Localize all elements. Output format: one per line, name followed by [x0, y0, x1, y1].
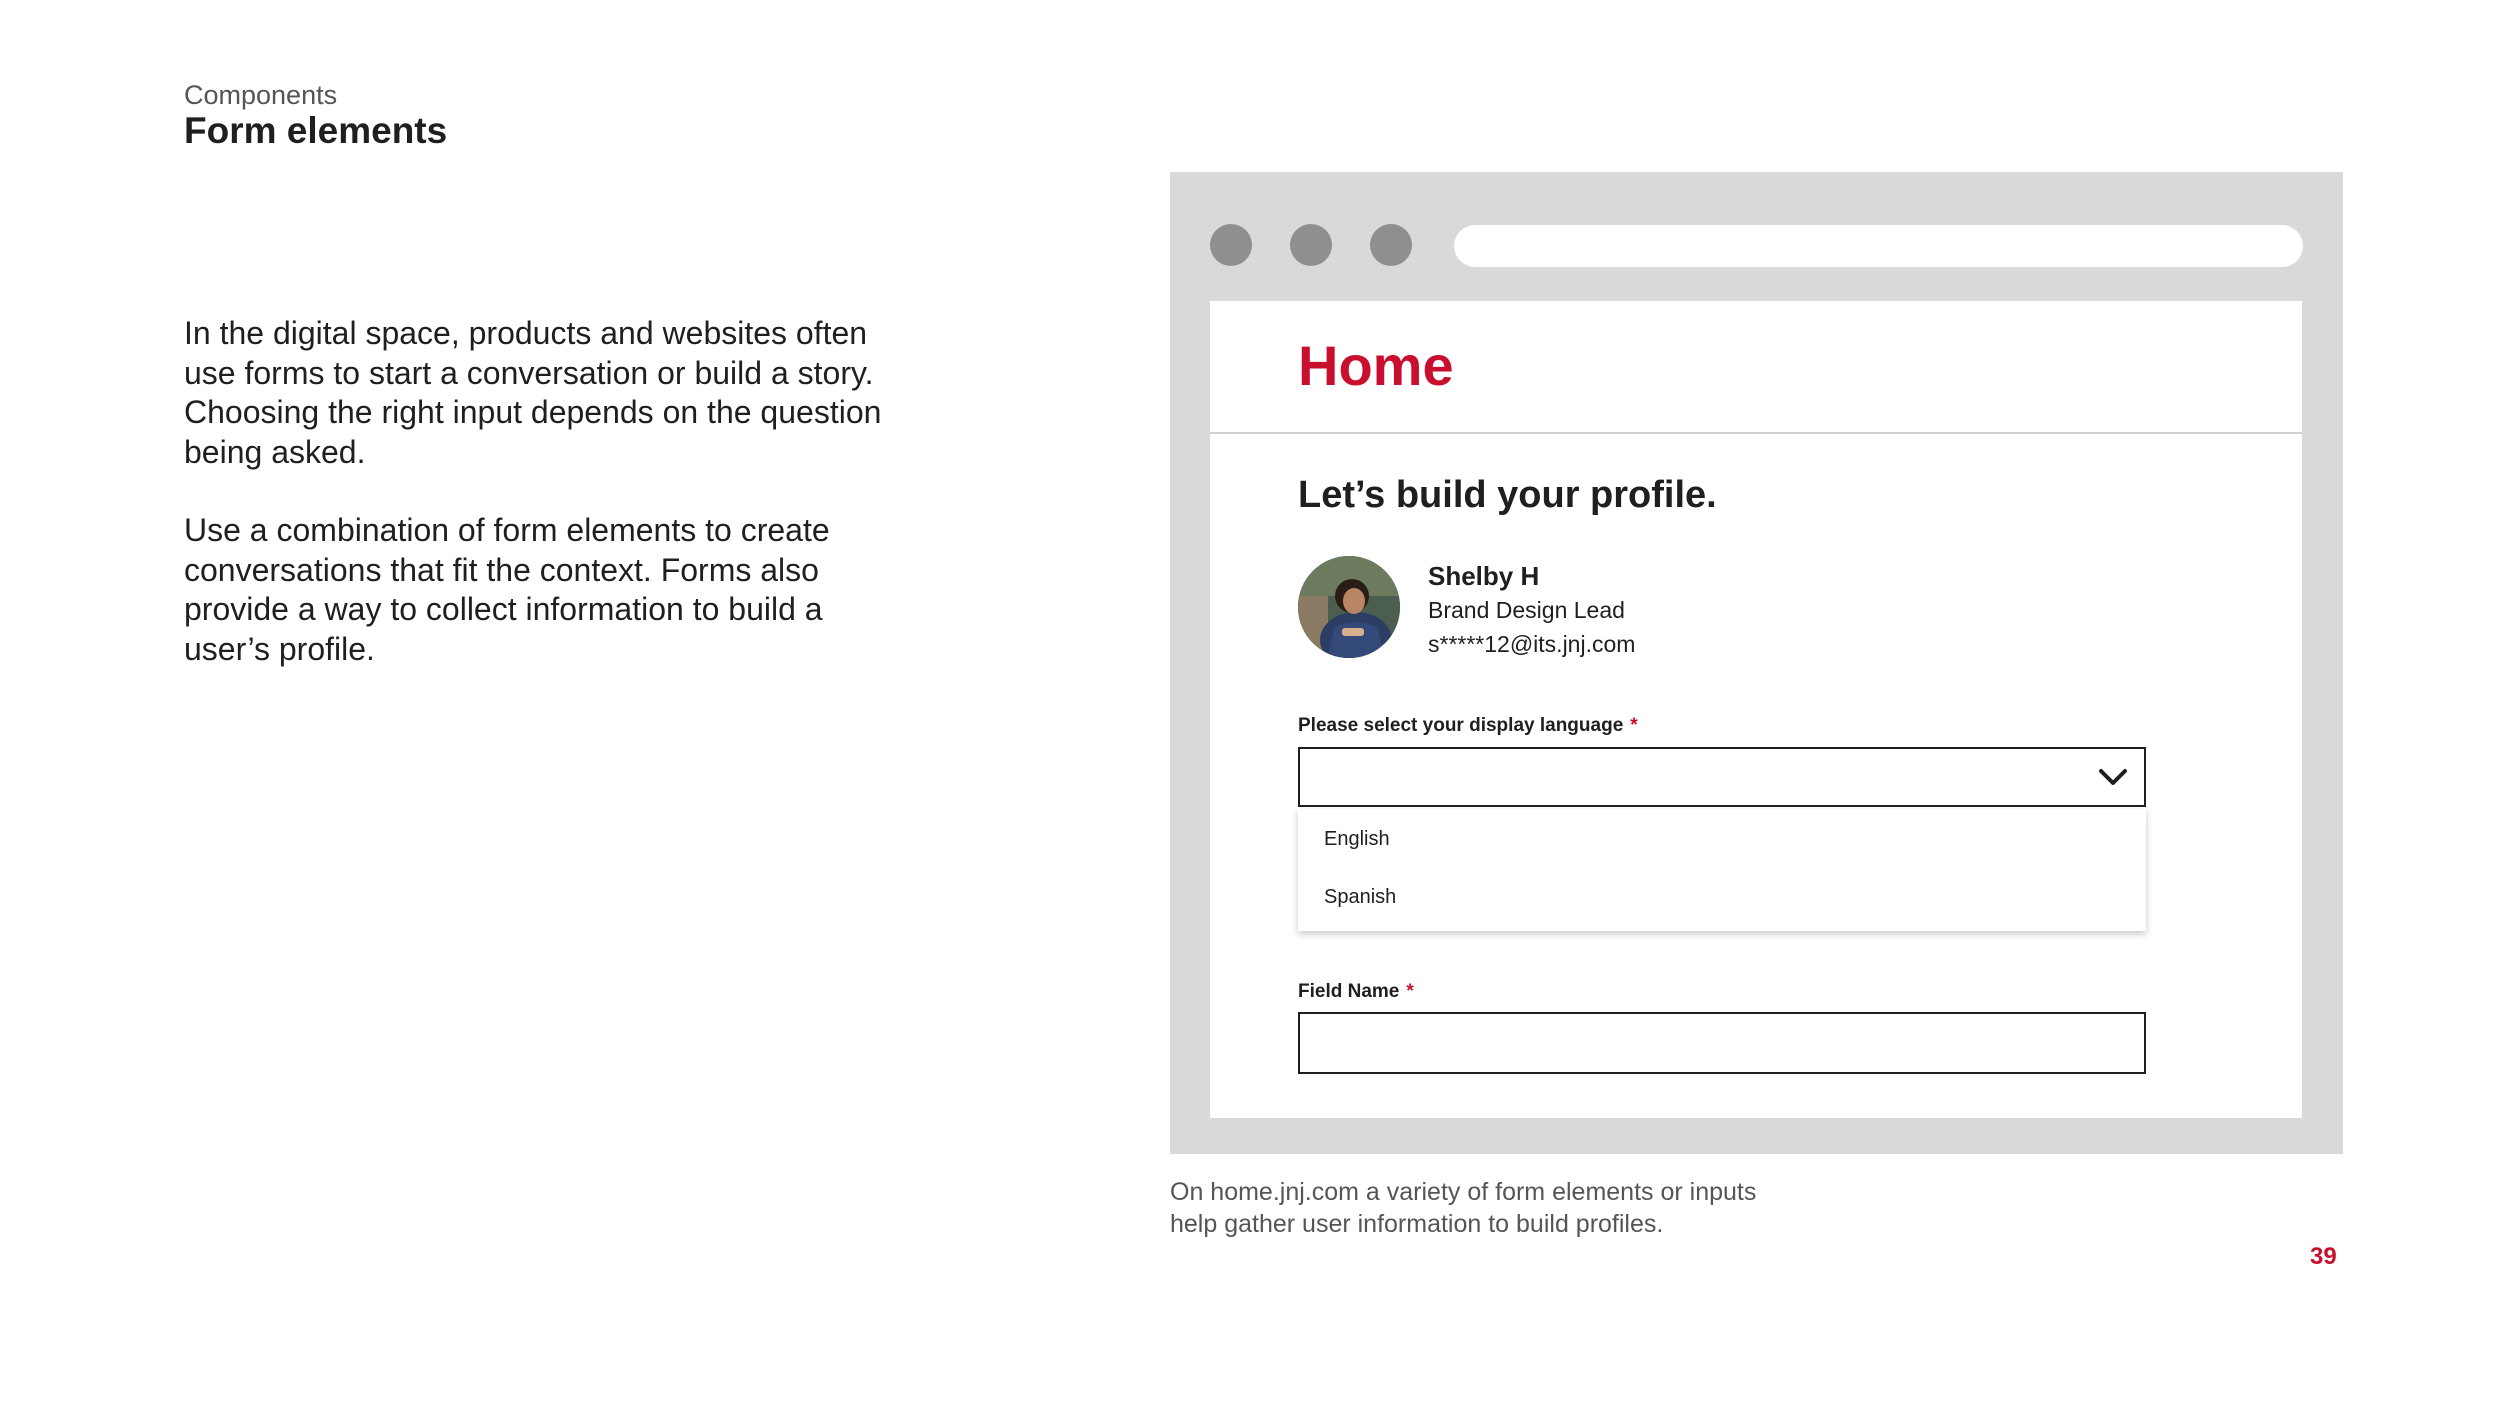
intro-paragraph-1: In the digital space, products and websites often use forms to start a conversation or build a story. Choosing the right input depends on the question being asked.	[184, 315, 882, 470]
language-select[interactable]	[1298, 747, 2146, 807]
avatar	[1298, 556, 1400, 658]
browser-viewport	[1210, 301, 2302, 1118]
header-divider	[1210, 432, 2302, 434]
field-name-input[interactable]	[1298, 1012, 2146, 1074]
window-dot-icon	[1370, 224, 1412, 266]
address-bar[interactable]	[1454, 225, 2303, 267]
chevron-down-icon	[2098, 764, 2128, 790]
profile-heading: Let’s build your profile.	[1298, 474, 1717, 516]
language-option-spanish[interactable]: Spanish	[1324, 886, 1397, 908]
intro-text	[184, 314, 904, 708]
page-title: Form elements	[184, 110, 448, 151]
field-name-label-text: Field Name	[1298, 981, 1400, 1002]
required-marker: *	[1630, 715, 1638, 736]
user-photo-icon	[1298, 556, 1400, 658]
home-title: Home	[1298, 334, 1454, 397]
page-number: 39	[2310, 1243, 2337, 1270]
required-marker: *	[1406, 981, 1414, 1002]
language-dropdown-menu	[1298, 809, 2146, 931]
language-label-text: Please select your display language	[1298, 715, 1624, 736]
user-email: s*****12@its.jnj.com	[1428, 631, 1636, 657]
language-field-label	[1298, 715, 1638, 737]
field-name-label	[1298, 981, 1414, 1003]
browser-mockup	[1170, 172, 2343, 1154]
user-role: Brand Design Lead	[1428, 597, 1625, 623]
window-dot-icon	[1290, 224, 1332, 266]
window-dot-icon	[1210, 224, 1252, 266]
section-eyebrow: Components	[184, 80, 338, 110]
user-name: Shelby H	[1428, 561, 1540, 591]
intro-paragraph-2: Use a combination of form elements to create conversations that fit the context. Forms also provide a way to collect information to build a user’s profile.	[184, 512, 830, 667]
language-option-english[interactable]: English	[1324, 828, 1390, 850]
figure-caption: On home.jnj.com a variety of form elements or inputs help gather user information to build profiles.	[1170, 1178, 1757, 1238]
